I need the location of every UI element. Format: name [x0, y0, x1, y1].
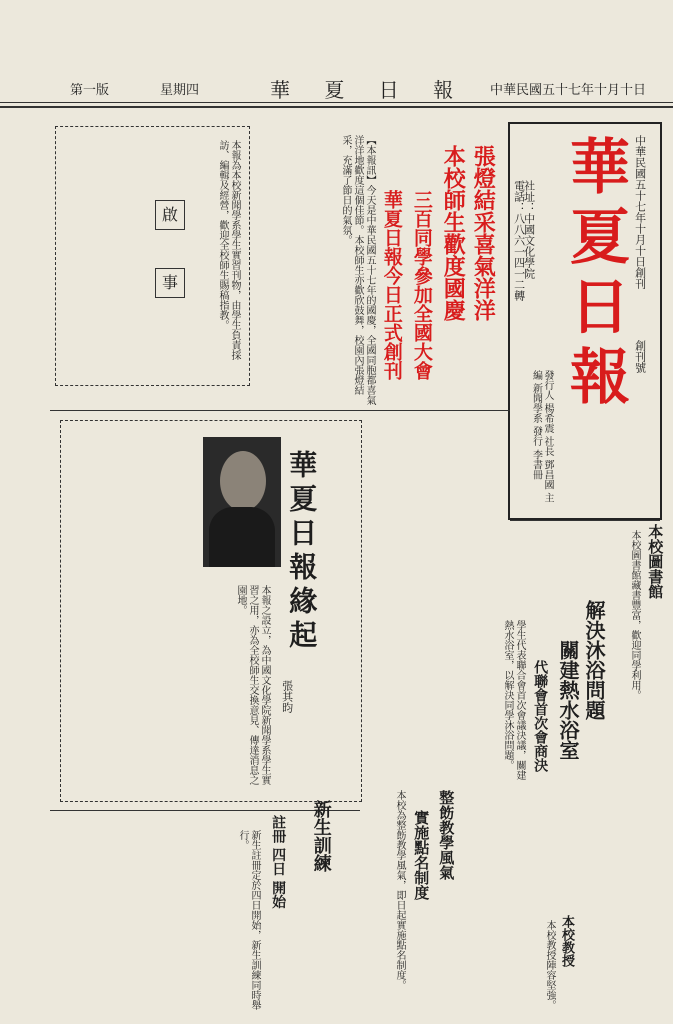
phone: 電話：八八六一四一二轉 — [512, 180, 526, 301]
edition: 第一版 — [70, 83, 110, 98]
headline-line-1: 張燈結采喜氣洋洋 — [470, 145, 497, 321]
nameplate-title: 華夏日報 — [560, 135, 630, 415]
library-body: 本校圖書館藏書豐富，歡迎同學利用。 — [629, 530, 640, 700]
lead-story: 【本報訊】今天是中華民國五十七年的國慶，全國同胞都喜氣洋洋地歡度這個佳節。本校師生亦歡欣鼓舞，校園內張燈結采，充滿了節日的氣氛。 — [340, 135, 375, 405]
founded-date: 中華民國五十七年十月十日創刊 — [633, 135, 647, 289]
notice-title-2: 事 — [155, 268, 185, 298]
staff-list: 發行人 楊希震 社長 鄧昌國 主編 新聞學系 發行 李書冊 — [530, 370, 553, 503]
bath-body: 學生代表聯合會首次會議決議，關建熱水浴室，以解決同學沐浴問題。 — [502, 620, 525, 780]
section-rule — [50, 410, 510, 411]
bath-title-2: 關建熱水浴室 — [556, 640, 580, 760]
notice-title-1: 啟 — [155, 200, 185, 230]
bath-title-3: 代聯會首次會商決 — [532, 660, 549, 772]
running-head — [0, 76, 673, 100]
contest-body: 本校教授陣容堅強。 — [544, 920, 555, 1010]
training-body: 新生註冊定於四日開始，新生訓練同時舉行。 — [237, 830, 260, 1010]
training-title: 新生訓練 — [310, 800, 332, 872]
headline-line-4: 華夏日報今日正式創刊 — [380, 190, 403, 380]
history-body: 本報之設立，為中國文化學院新聞學系學生實習之用，亦為全校師生交換意見、傳達消息之園地。 — [235, 585, 270, 785]
bath-title-1: 解決沐浴問題 — [582, 600, 606, 720]
notice-body: 本報為本校新聞學系學生實習刊物，由學生負責採訪、編輯及經營，歡迎全校師生賜稿指教。 — [217, 140, 240, 360]
address: 社址：中國文化學院 — [522, 180, 536, 279]
headline-line-2: 本校師生歡度國慶 — [440, 145, 467, 321]
portrait-photo — [203, 437, 281, 567]
history-title: 華夏日報緣起 — [285, 450, 319, 654]
drill-title-1: 整飭教學風氣 — [437, 790, 456, 880]
right-rule — [510, 520, 660, 521]
issue-label: 創刊號 — [633, 340, 647, 373]
training-subtitle: 註冊 四日 開始 — [270, 815, 287, 909]
head-rule-2 — [0, 106, 673, 108]
running-paper-title: 華 夏 日 報 — [270, 78, 468, 102]
history-author: 張其昀 — [280, 680, 294, 713]
drill-title-2: 實施點名制度 — [412, 810, 431, 900]
headline-line-3: 三百同學參加全國大會 — [410, 190, 433, 380]
weekday: 星期四 — [160, 83, 200, 98]
issue-date: 中華民國五十七年十月十日 — [490, 83, 647, 98]
drill-body: 本校為整飭教學風氣，即日起實施點名制度。 — [394, 790, 405, 990]
head-rule — [0, 102, 673, 103]
library-title: 本校圖書館 — [646, 524, 665, 599]
contest-title: 本校教授 — [558, 915, 574, 967]
